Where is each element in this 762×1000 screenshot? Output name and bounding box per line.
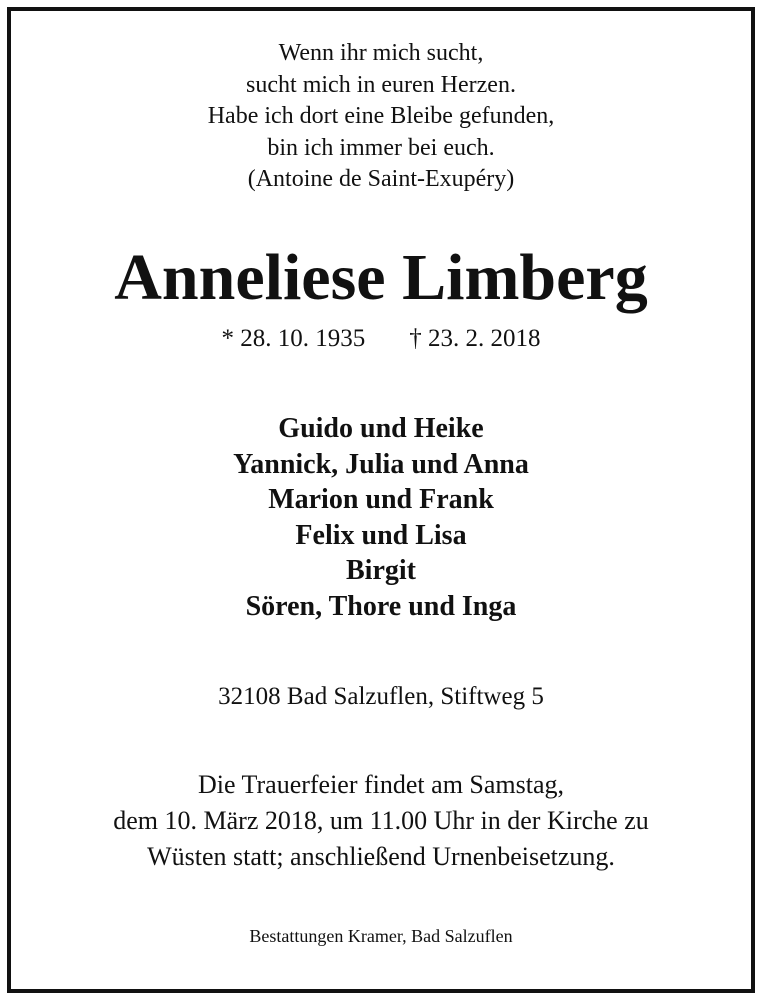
family-member-line: Felix und Lisa — [295, 519, 467, 551]
ceremony-line: Wüsten statt; anschließend Urnenbeisetzung. — [147, 842, 615, 871]
birth-date: * 28. 10. 1935 — [221, 325, 366, 352]
undertaker-credit: Bestattungen Kramer, Bad Salzuflen — [249, 926, 513, 946]
poem-attribution: (Antoine de Saint-Exupéry) — [247, 166, 515, 192]
deceased-name: Anneliese Limberg — [114, 241, 648, 314]
family-member-line: Sören, Thore und Inga — [245, 590, 517, 622]
poem-line: Wenn ihr mich sucht, — [278, 40, 484, 66]
ceremony-line: dem 10. März 2018, um 11.00 Uhr in der Kirche zu — [113, 806, 649, 835]
life-dates — [0, 322, 762, 356]
family-list — [0, 411, 762, 624]
family-address: 32108 Bad Salzuflen, Stiftweg 5 — [218, 683, 544, 710]
poem-line: sucht mich in euren Herzen. — [246, 71, 516, 98]
ceremony-notice — [0, 767, 762, 875]
poem-line: Habe ich dort eine Bleibe gefunden, — [207, 103, 555, 129]
family-member-line: Guido und Heike — [278, 413, 484, 444]
poem-line: bin ich immer bei euch. — [267, 134, 495, 161]
ceremony-line: Die Trauerfeier findet am Samstag, — [197, 770, 565, 799]
family-member-line: Marion und Frank — [268, 484, 494, 515]
family-member-line: Yannick, Julia und Anna — [233, 448, 529, 480]
family-member-line: Birgit — [346, 555, 416, 586]
memorial-poem — [0, 38, 762, 196]
death-date: † 23. 2. 2018 — [409, 325, 541, 352]
